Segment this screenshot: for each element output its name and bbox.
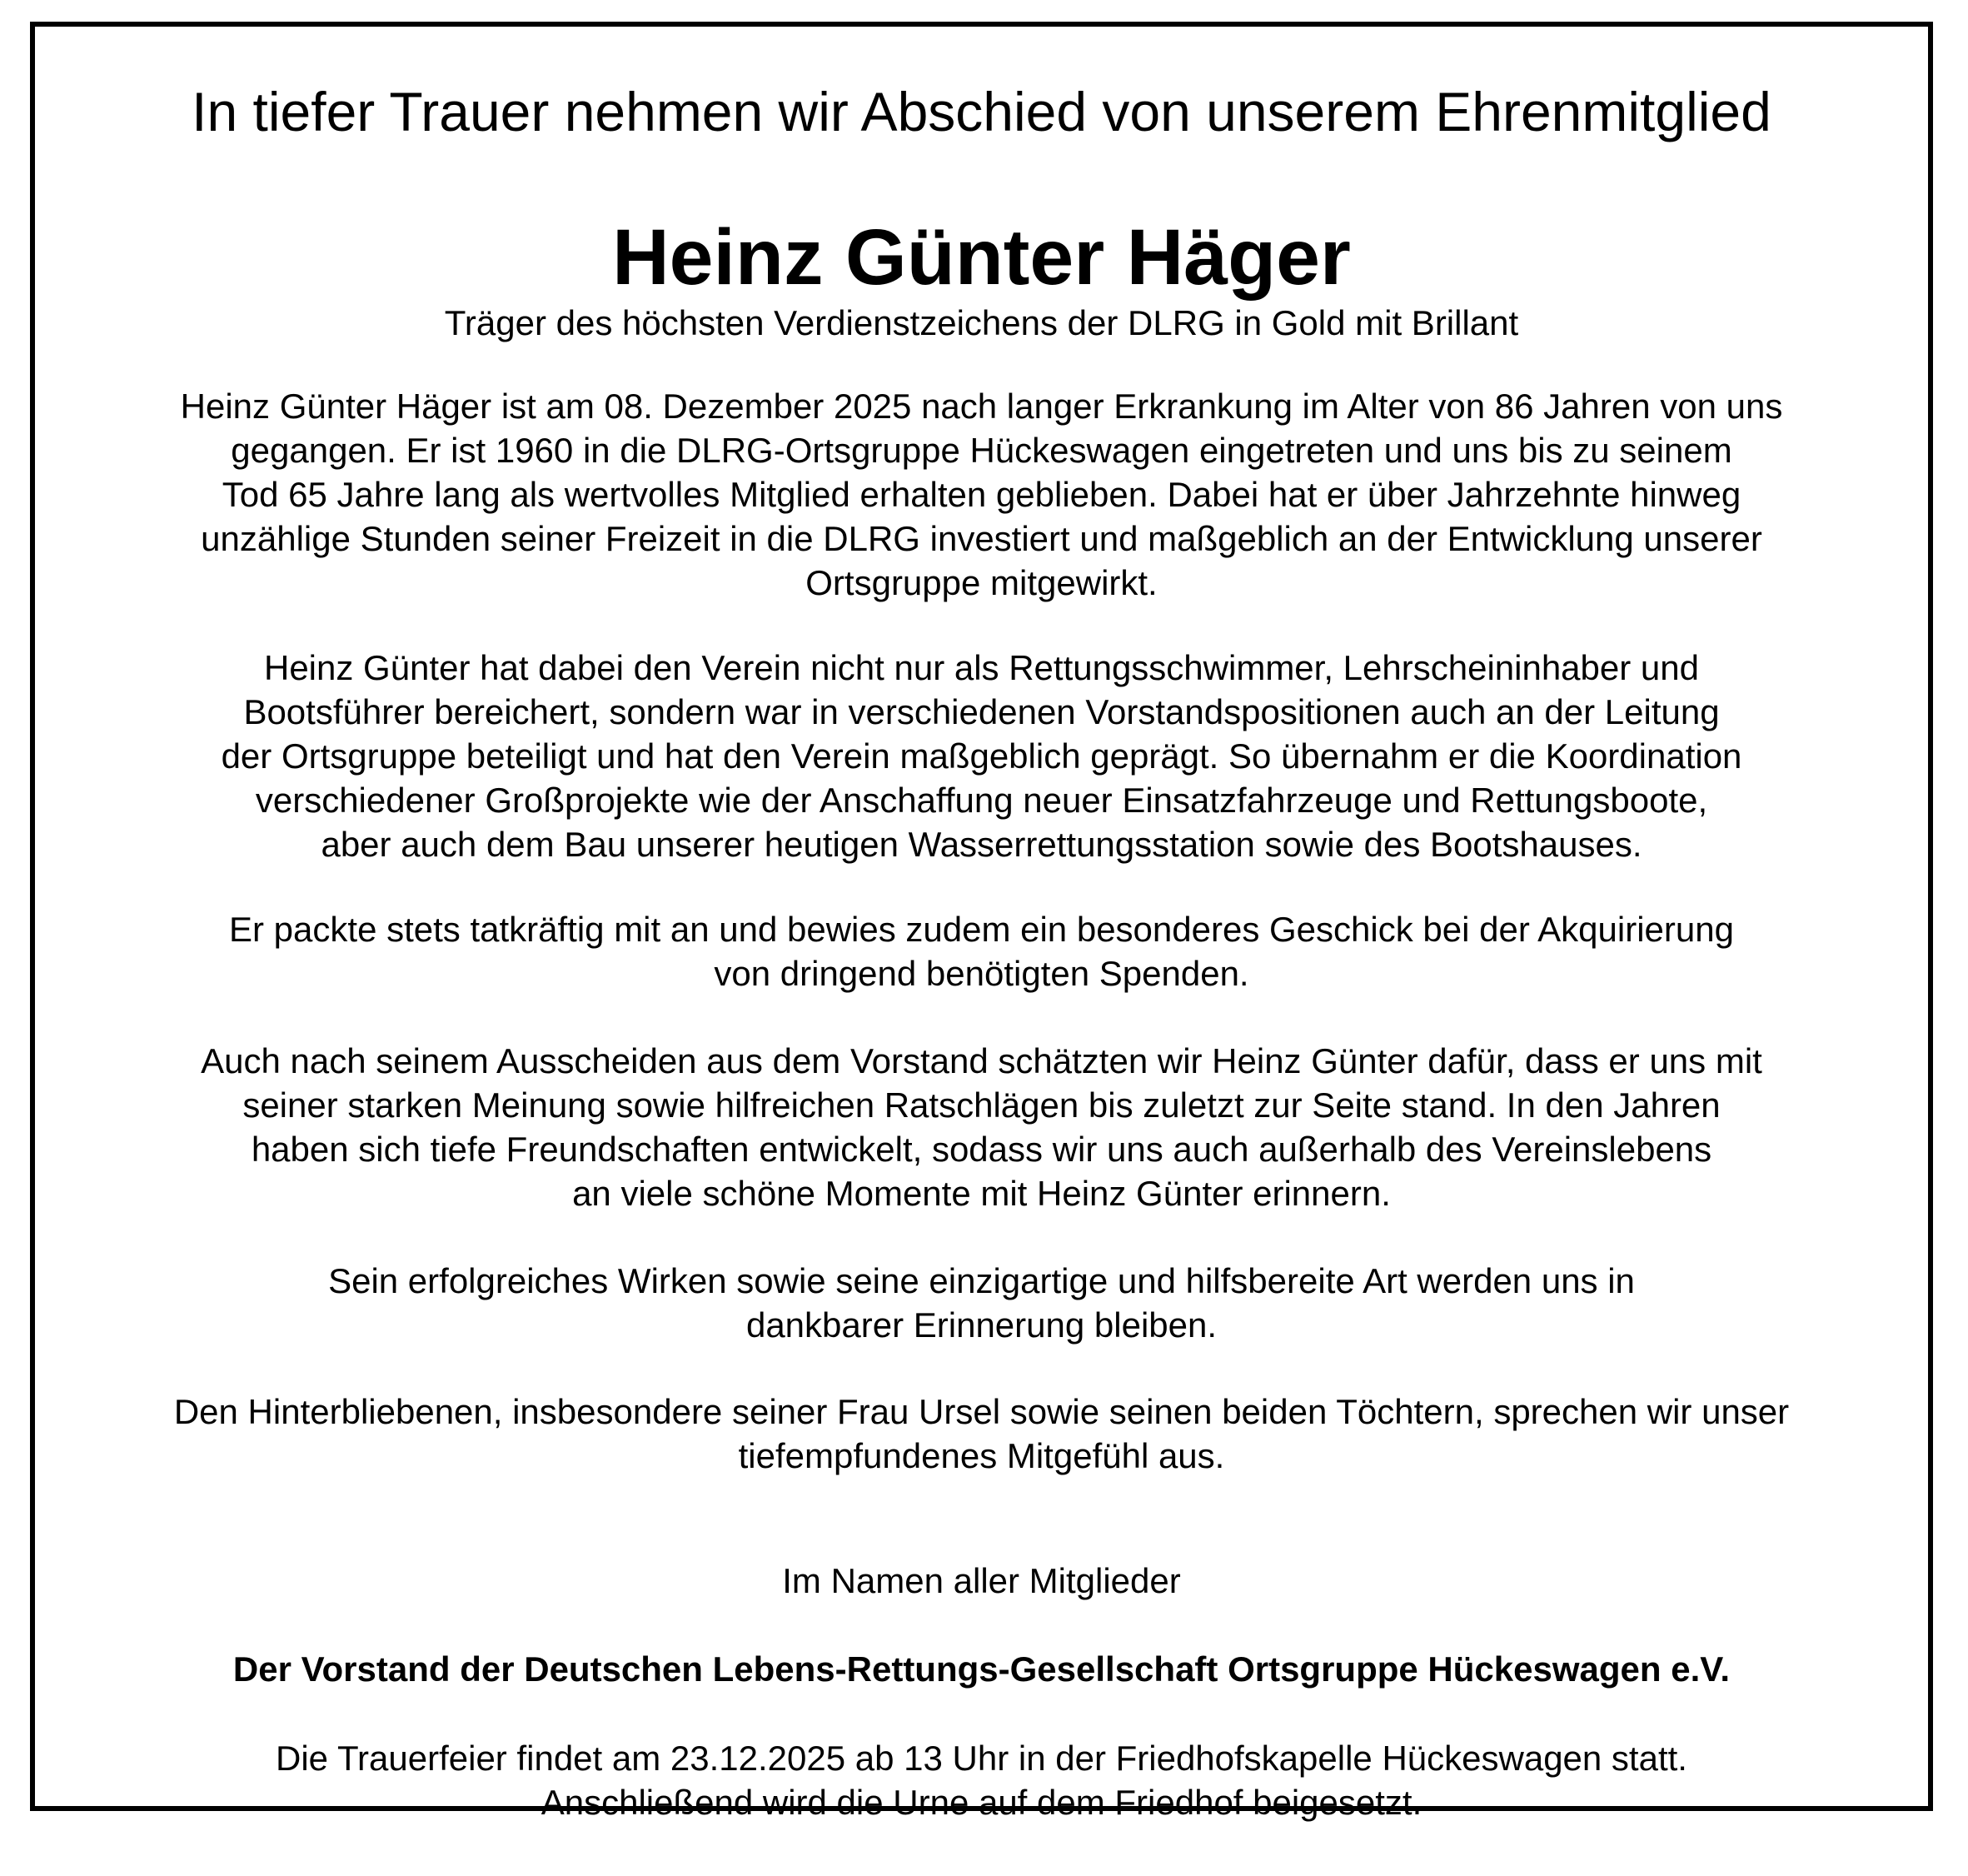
paragraph-line: Bootsführer bereichert, sondern war in verschiedenen Vorstandspositionen auch an der Leitung [243, 692, 1720, 731]
funeral-service-info [35, 1736, 1928, 1824]
paragraph-line: tiefempfundenes Mitgefühl aus. [738, 1436, 1225, 1475]
board-signature: Der Vorstand der Deutschen Lebens-Rettungs-Gesellschaft Ortsgruppe Hückeswagen e.V. [232, 1649, 1731, 1689]
service-line: Die Trauerfeier findet am 23.12.2025 ab 13 Uhr in der Friedhofskapelle Hückeswagen statt. [276, 1739, 1687, 1778]
notice-headline: In tiefer Trauer nehmen wir Abschied von unserem Ehrenmitglied [192, 81, 1771, 142]
paragraph-dedication [35, 907, 1928, 995]
paragraph-line: Ortsgruppe mitgewirkt. [805, 563, 1158, 602]
paragraph-line: Er packte stets tatkräftig mit an und bewies zudem ein besonderes Geschick bei der Akquirierung [229, 910, 1734, 949]
paragraph-line: seiner starken Meinung sowie hilfreichen Ratschlägen bis zuletzt zur Seite stand. In den Jahren [242, 1085, 1721, 1125]
paragraph-remembrance [35, 1259, 1928, 1347]
paragraph-contributions [35, 646, 1928, 866]
paragraph-line: gegangen. Er ist 1960 in die DLRG-Ortsgruppe Hückeswagen eingetreten und uns bis zu seinem [231, 431, 1732, 470]
paragraph-biography [35, 384, 1928, 605]
paragraph-condolences [35, 1390, 1928, 1478]
paragraph-line: Tod 65 Jahre lang als wertvolles Mitglied erhalten geblieben. Dabei hat er über Jahrzehnte hinweg [222, 475, 1741, 514]
paragraph-line: Heinz Günter Häger ist am 08. Dezember 2025 nach langer Erkrankung im Alter von 86 Jahren von uns [180, 387, 1783, 426]
notice-frame [30, 22, 1933, 1822]
service-line: Anschließend wird die Urne auf dem Friedhof beigesetzt. [541, 1783, 1422, 1822]
paragraph-line: aber auch dem Bau unserer heutigen Wasserrettungsstation sowie des Bootshauses. [321, 825, 1642, 864]
paragraph-line: Den Hinterbliebenen, insbesondere seiner Frau Ursel sowie seinen beiden Töchtern, sprechen wir unser [173, 1392, 1790, 1431]
paragraph-line: an viele schöne Momente mit Heinz Günter erinnern. [572, 1174, 1391, 1213]
paragraph-line: von dringend benötigten Spenden. [714, 954, 1249, 993]
paragraph-line: Heinz Günter hat dabei den Verein nicht nur als Rettungsschwimmer, Lehrscheininhaber und [263, 648, 1699, 687]
paragraph-line: unzählige Stunden seiner Freizeit in die DLRG investiert und maßgeblich an der Entwicklung unserer [201, 519, 1762, 558]
paragraph-line: dankbarer Erinnerung bleiben. [745, 1305, 1218, 1345]
paragraph-line: Auch nach seinem Ausscheiden aus dem Vorstand schätzten wir Heinz Günter dafür, dass er uns mit [201, 1041, 1762, 1080]
deceased-name: Heinz Günter Häger [612, 213, 1351, 302]
paragraph-line: der Ortsgruppe beteiligt und hat den Verein maßgeblich geprägt. So übernahm er die Koordination [221, 736, 1742, 776]
paragraph-line: verschiedener Großprojekte wie der Anschaffung neuer Einsatzfahrzeuge und Rettungsboote, [255, 781, 1708, 820]
paragraph-line: haben sich tiefe Freundschaften entwickelt, sodass wir uns auch außerhalb des Vereinslebens [251, 1130, 1712, 1169]
honor-subtitle: Träger des höchsten Verdienstzeichens der DLRG in Gold mit Brillant [444, 303, 1519, 342]
paragraph-friendship [35, 1039, 1928, 1215]
closing-line: Im Namen aller Mitglieder [782, 1561, 1181, 1600]
paragraph-line: Sein erfolgreiches Wirken sowie seine einzigartige und hilfsbereite Art werden uns in [328, 1261, 1635, 1300]
